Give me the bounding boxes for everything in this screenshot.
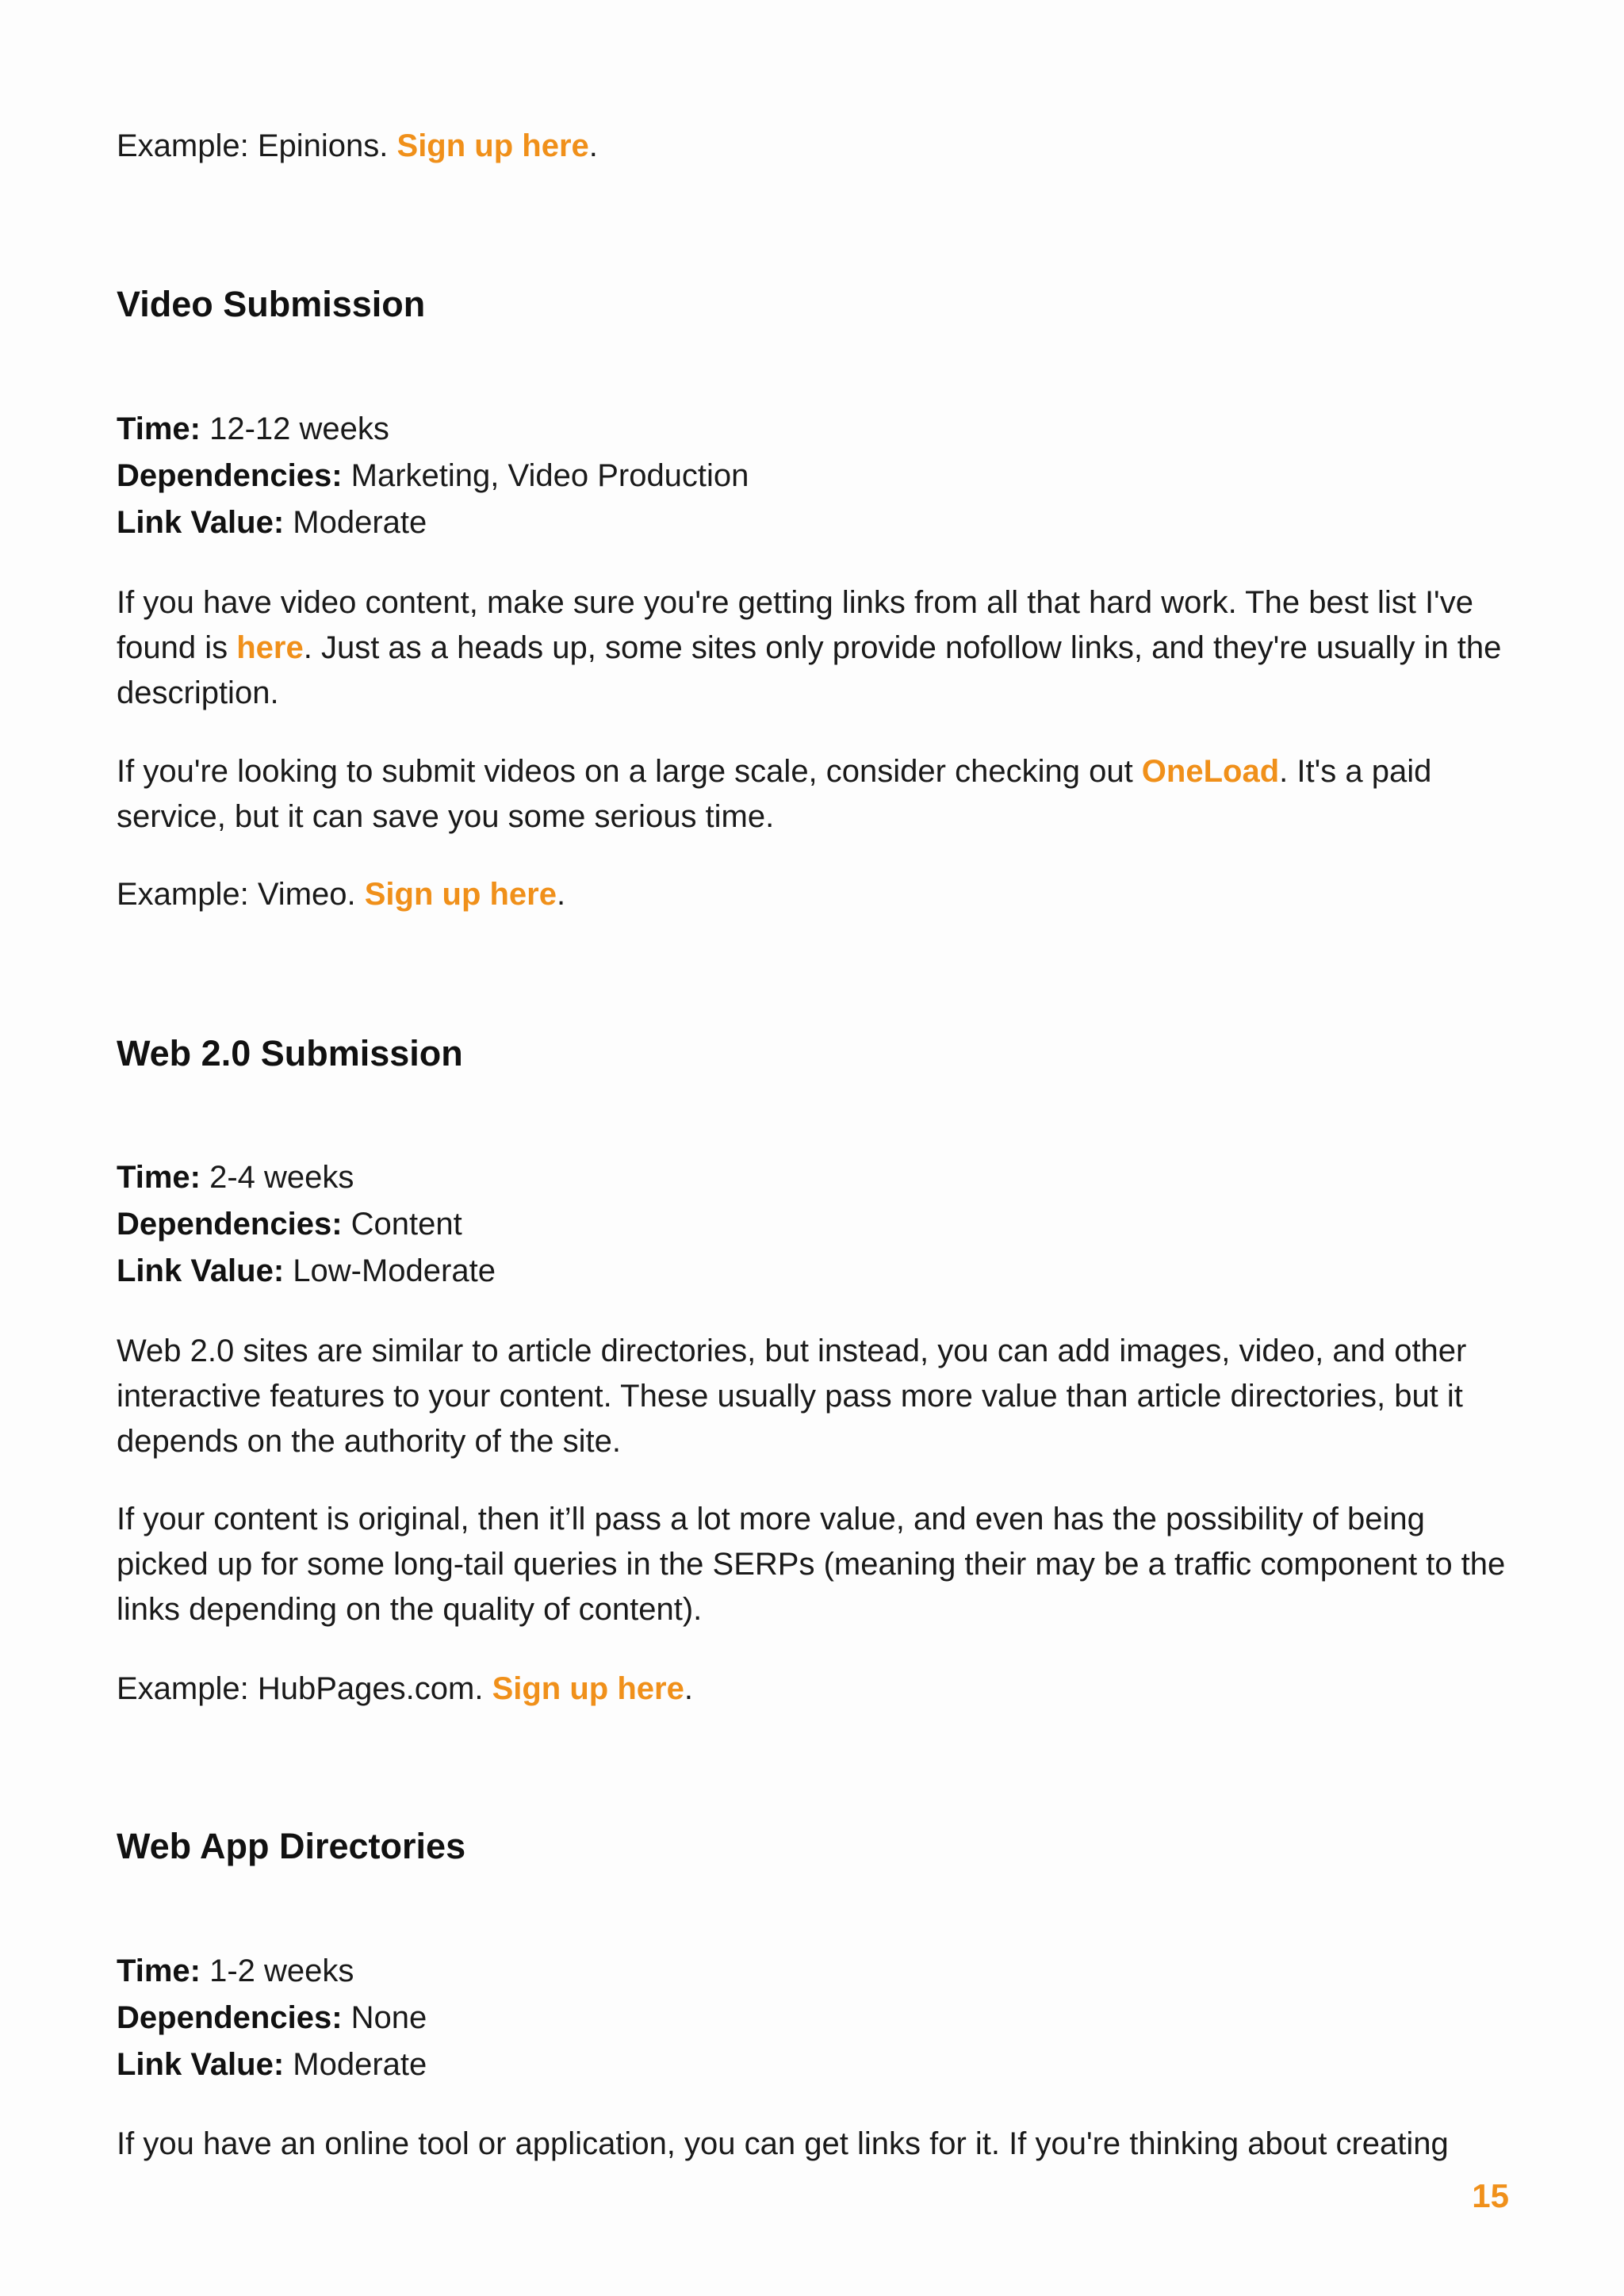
webapp-dependencies: Dependencies: None: [117, 2000, 427, 2035]
web20-link-value: Link Value: Low-Moderate: [117, 1253, 496, 1288]
example-epinions: Example: Epinions. Sign up here.: [117, 128, 598, 163]
example-vimeo: Example: Vimeo. Sign up here.: [117, 877, 566, 912]
web20-time: Time: 2-4 weeks: [117, 1160, 354, 1195]
video-link-value: Link Value: Moderate: [117, 505, 427, 540]
video-meta: [117, 406, 749, 546]
sign-up-link-epinions[interactable]: Sign up here: [396, 128, 589, 163]
web20-paragraph-1: Web 2.0 sites are similar to article directories, but instead, you can add images, video, and other interactive features to your content. These usually pass more value than article directories, but it depends on the authority of the site.: [117, 1334, 1467, 1459]
heading-video-submission: Video Submission: [117, 284, 426, 324]
video-time: Time: 12-12 weeks: [117, 411, 389, 446]
sign-up-link-vimeo[interactable]: Sign up here: [364, 877, 557, 912]
sign-up-link-hubpages[interactable]: Sign up here: [492, 1671, 684, 1706]
page-number: 15: [1472, 2177, 1509, 2214]
webapp-meta: [117, 1948, 427, 2088]
webapp-time: Time: 1-2 weeks: [117, 1954, 354, 1988]
web20-dependencies: Dependencies: Content: [117, 1207, 462, 1242]
web20-paragraph-2: If your content is original, then it’ll pass a lot more value, and even has the possibility of being picked up for some long-tail queries in the SERPs (meaning their may be a traffic component to the links depending on the quality of content).: [117, 1502, 1506, 1627]
heading-web20-submission: Web 2.0 Submission: [117, 1033, 463, 1073]
video-paragraph-1: If you have video content, make sure you're getting links from all that hard work. The best list I've found is here. Just as a heads up, some sites only provide nofollow links, and they're usually in the description.: [117, 585, 1502, 710]
oneload-link[interactable]: OneLoad: [1141, 754, 1280, 789]
video-paragraph-2: If you're looking to submit videos on a large scale, consider checking out OneLoad. It's a paid service, but it can save you some serious time.: [117, 754, 1432, 834]
heading-web-app-directories: Web App Directories: [117, 1826, 466, 1866]
web20-meta: [117, 1154, 496, 1295]
document-page: [117, 0, 1512, 2296]
webapp-link-value: Link Value: Moderate: [117, 2047, 427, 2082]
example-hubpages: Example: HubPages.com. Sign up here.: [117, 1671, 693, 1706]
video-list-link[interactable]: here: [236, 630, 304, 665]
webapp-paragraph-1: If you have an online tool or application, you can get links for it. If you're thinking about creating: [117, 2126, 1449, 2161]
video-dependencies: Dependencies: Marketing, Video Production: [117, 458, 749, 493]
